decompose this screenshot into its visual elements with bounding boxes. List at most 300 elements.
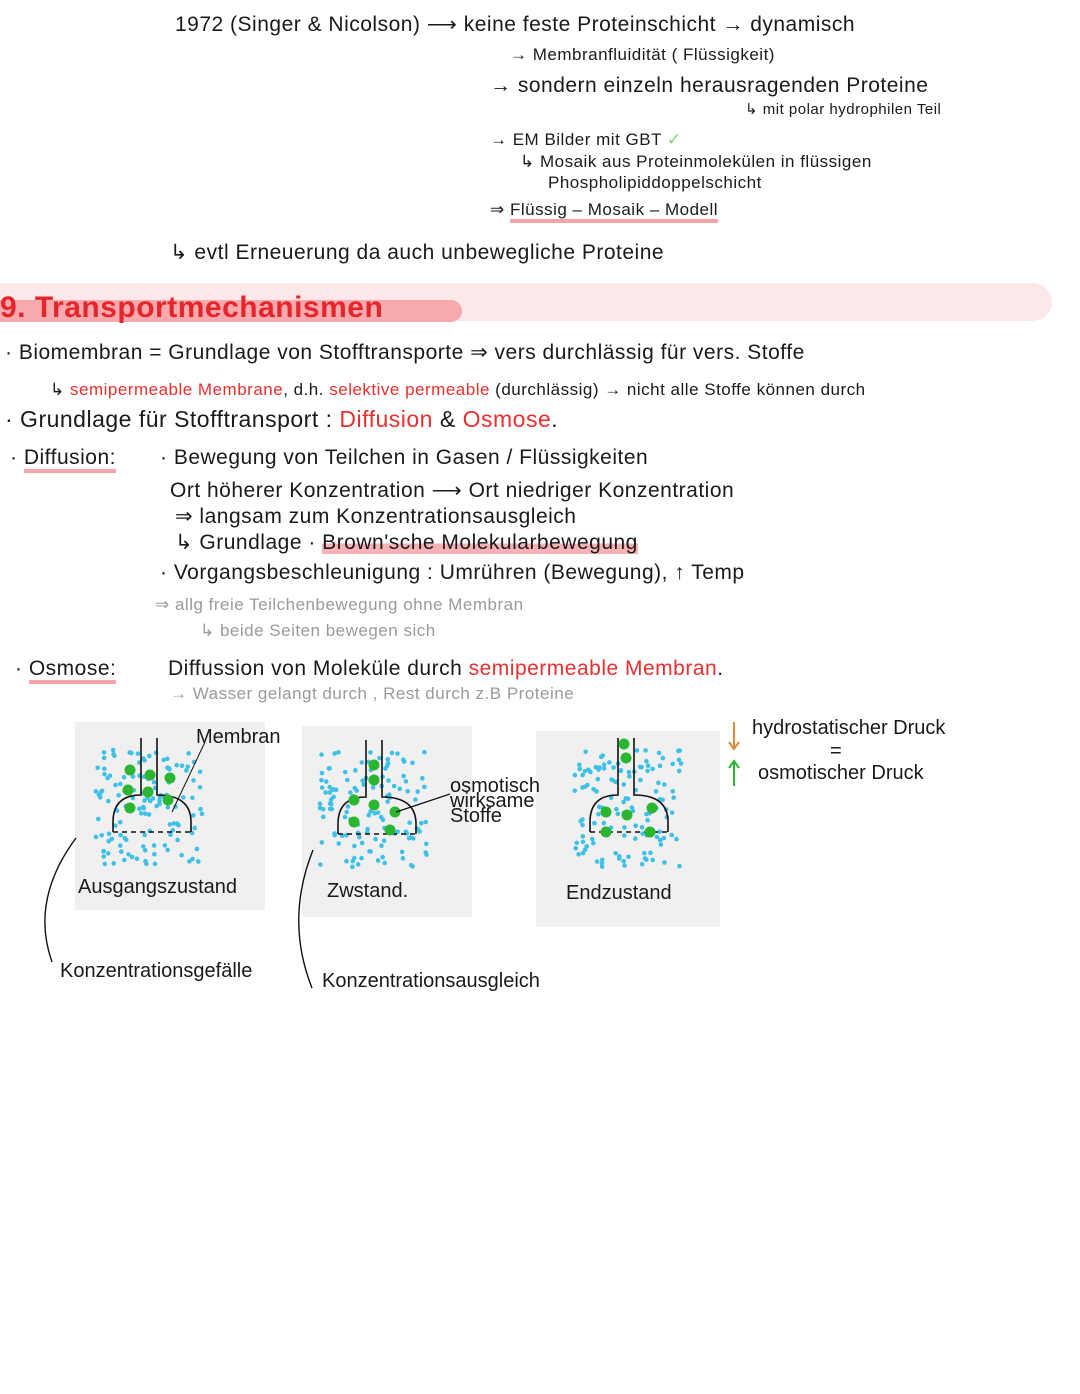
water-molecule	[332, 787, 337, 792]
water-molecule	[126, 852, 131, 857]
water-molecule	[660, 798, 665, 803]
water-molecule	[332, 831, 337, 836]
water-molecule	[141, 805, 146, 810]
water-molecule	[397, 786, 402, 791]
water-molecule	[196, 859, 201, 864]
text: &	[439, 406, 456, 432]
solute-molecule	[621, 753, 632, 764]
water-molecule	[409, 863, 414, 868]
water-molecule	[373, 837, 378, 842]
water-molecule	[423, 820, 428, 825]
water-molecule	[345, 778, 350, 783]
water-molecule	[332, 751, 337, 756]
water-molecule	[640, 862, 645, 867]
water-molecule	[195, 847, 200, 852]
osmotic-pressure: osmotischer Druck	[758, 762, 924, 784]
term-osmose: Osmose	[462, 406, 552, 432]
water-molecule	[96, 817, 101, 822]
solute-molecule	[165, 773, 176, 784]
solute-molecule	[163, 795, 174, 806]
renewal-line: ↳ evtl Erneuerung da auch unbewegliche Proteine	[170, 241, 665, 264]
water-molecule	[319, 752, 324, 757]
water-molecule	[386, 778, 391, 783]
water-molecule	[676, 749, 681, 754]
water-molecule	[642, 851, 647, 856]
water-molecule	[621, 782, 626, 787]
water-molecule	[595, 859, 600, 864]
bracket-curve	[45, 838, 76, 962]
text: ↳ Grundlage ·	[175, 531, 316, 554]
water-molecule	[588, 770, 593, 775]
water-molecule	[591, 787, 596, 792]
water-molecule	[643, 748, 648, 753]
water-molecule	[410, 761, 415, 766]
equals-sign: =	[830, 740, 842, 762]
water-molecule	[633, 823, 638, 828]
water-molecule	[573, 773, 578, 778]
water-molecule	[611, 765, 616, 770]
water-molecule	[147, 754, 152, 759]
water-molecule	[597, 805, 602, 810]
water-molecule	[405, 789, 410, 794]
water-molecule	[622, 863, 627, 868]
proteins-line: → sondern einzeln herausragenden Proteine	[490, 74, 929, 97]
arrow-down-icon	[729, 722, 739, 749]
water-molecule	[617, 856, 622, 861]
water-molecule	[179, 853, 184, 858]
state-label-start: Ausgangszustand	[78, 876, 238, 898]
solute-molecule	[390, 807, 401, 818]
water-molecule	[113, 783, 118, 788]
diffusion-label-text: Diffusion:	[24, 446, 116, 473]
water-molecule	[122, 775, 127, 780]
water-molecule	[198, 769, 203, 774]
water-molecule	[352, 844, 357, 849]
water-molecule	[200, 812, 205, 817]
water-molecule	[600, 753, 605, 758]
text: Diffussion von Moleküle durch	[168, 657, 463, 680]
osmose-label: · Osmose:	[15, 657, 116, 681]
water-molecule	[368, 849, 373, 854]
water-molecule	[136, 751, 141, 756]
water-molecule	[328, 801, 333, 806]
water-molecule	[376, 858, 381, 863]
water-molecule	[654, 789, 659, 794]
water-molecule	[368, 750, 373, 755]
text: .	[551, 406, 559, 432]
water-molecule	[581, 851, 586, 856]
water-molecule	[671, 795, 676, 800]
fluid-mosaic-model: Flüssig – Mosaik – Modell	[510, 200, 718, 223]
equalization-label: Konzentrationsausgleich	[322, 970, 540, 992]
water-molecule	[385, 763, 390, 768]
water-molecule	[645, 769, 650, 774]
water-molecule	[602, 766, 607, 771]
text: , d.h.	[283, 380, 324, 399]
solute-molecule	[369, 775, 380, 786]
water-molecule	[360, 760, 365, 765]
water-molecule	[106, 799, 111, 804]
water-molecule	[611, 778, 616, 783]
membran-label: Membran	[196, 726, 281, 748]
water-molecule	[172, 821, 177, 826]
water-molecule	[413, 797, 418, 802]
water-molecule	[622, 833, 627, 838]
water-molecule	[661, 756, 666, 761]
water-molecule	[111, 752, 116, 757]
water-molecule	[404, 779, 409, 784]
water-molecule	[633, 836, 638, 841]
both-sides-line: ↳ beide Seiten bewegen sich	[200, 621, 436, 640]
water-molecule	[102, 772, 107, 777]
water-molecule	[161, 758, 166, 763]
water-molecule	[644, 857, 649, 862]
state-label-end: Endzustand	[566, 882, 672, 904]
water-molecule	[572, 788, 577, 793]
water-molecule	[352, 856, 357, 861]
solute-molecule	[601, 807, 612, 818]
water-molecule	[168, 832, 173, 837]
water-molecule	[143, 811, 148, 816]
water-molecule	[613, 851, 618, 856]
water-molecule	[163, 843, 168, 848]
membrane-fluidity-line: → Membranfluidität ( Flüssigkeit)	[510, 45, 775, 64]
water-molecule	[141, 756, 146, 761]
water-molecule	[144, 862, 149, 867]
water-molecule	[401, 856, 406, 861]
water-molecule	[395, 751, 400, 756]
water-molecule	[600, 864, 605, 869]
water-molecule	[677, 757, 682, 762]
gradient-label: Konzentrationsgefälle	[60, 960, 253, 982]
water-molecule	[344, 859, 349, 864]
water-molecule	[352, 786, 357, 791]
water-molecule	[583, 769, 588, 774]
water-molecule	[118, 833, 123, 838]
water-molecule	[107, 831, 112, 836]
water-molecule	[360, 778, 365, 783]
water-molecule	[101, 849, 106, 854]
water-molecule	[585, 783, 590, 788]
water-molecule	[655, 835, 660, 840]
water-molecule	[184, 768, 189, 773]
solute-molecule	[123, 785, 134, 796]
solute-molecule	[622, 810, 633, 821]
water-molecule	[669, 833, 674, 838]
water-molecule	[424, 852, 429, 857]
water-molecule	[198, 785, 203, 790]
water-molecule	[674, 837, 679, 842]
water-molecule	[137, 806, 142, 811]
water-molecule	[97, 792, 102, 797]
arrow-up-icon	[729, 761, 739, 786]
water-molecule	[622, 825, 627, 830]
water-molecule	[366, 813, 371, 818]
water-molecule	[103, 862, 108, 867]
equalization-line: ⇒ langsam zum Konzentrationsausgleich	[175, 505, 577, 528]
water-molecule	[318, 802, 323, 807]
water-molecule	[371, 785, 376, 790]
solute-molecule	[369, 800, 380, 811]
solute-molecule	[369, 760, 380, 771]
water-molecule	[677, 864, 682, 869]
state-label-mid: Zwstand.	[327, 880, 409, 902]
water-molecule	[596, 777, 601, 782]
bracket-curve	[299, 850, 313, 988]
water-molecule	[94, 835, 99, 840]
water-molecule	[118, 820, 123, 825]
water-molecule	[191, 813, 196, 818]
water-molecule	[324, 779, 329, 784]
water-molecule	[372, 811, 377, 816]
water-molecule	[677, 769, 682, 774]
water-molecule	[424, 842, 429, 847]
water-molecule	[400, 850, 405, 855]
water-molecule	[174, 763, 179, 768]
water-molecule	[385, 799, 390, 804]
water-molecule	[407, 836, 412, 841]
water-molecule	[190, 796, 195, 801]
water-molecule	[573, 846, 578, 851]
water-molecule	[402, 759, 407, 764]
water-molecule	[577, 767, 582, 772]
solute-molecule	[601, 827, 612, 838]
water-molecule	[377, 756, 382, 761]
water-molecule	[650, 858, 655, 863]
text: · Grundlage für Stofftransport :	[5, 406, 333, 432]
water-molecule	[379, 843, 384, 848]
water-molecule	[118, 843, 123, 848]
water-molecule	[644, 759, 649, 764]
water-molecule	[574, 841, 579, 846]
solute-molecule	[385, 825, 396, 836]
biomembrane-line: · Biomembran = Grundlage von Stofftransporte ⇒ vers durchlässig für vers. Stoffe	[5, 341, 805, 364]
check-icon: ✓	[666, 130, 682, 149]
water-molecule	[357, 835, 362, 840]
water-molecule	[392, 784, 397, 789]
water-molecule	[129, 751, 134, 756]
osmose-label-text: Osmose:	[29, 657, 117, 684]
water-molecule	[580, 785, 585, 790]
solute-molecule	[645, 827, 656, 838]
water-molecule	[644, 812, 649, 817]
water-molecule	[320, 840, 325, 845]
water-molecule	[597, 765, 602, 770]
water-molecule	[318, 862, 323, 867]
water-molecule	[320, 785, 325, 790]
solute-molecule	[125, 803, 136, 814]
water-molecule	[319, 778, 324, 783]
text: .	[717, 657, 724, 680]
water-molecule	[359, 856, 364, 861]
solutes-label: osmotisch wirksame Stoffe	[450, 775, 541, 827]
water-molecule	[152, 843, 157, 848]
water-molecule	[321, 815, 326, 820]
diffusion-def: · Bewegung von Teilchen in Gasen / Flüssigkeiten	[160, 446, 649, 469]
water-molecule	[344, 810, 349, 815]
water-molecule	[190, 857, 195, 862]
water-molecule	[648, 851, 653, 856]
water-molecule	[328, 807, 333, 812]
solute-molecule	[143, 787, 154, 798]
water-molecule	[323, 790, 328, 795]
solute-molecule	[125, 765, 136, 776]
water-molecule	[329, 797, 334, 802]
water-molecule	[645, 818, 650, 823]
solute-molecule	[619, 739, 630, 750]
water-molecule	[576, 852, 581, 857]
solutes-pointer	[396, 794, 450, 812]
water-molecule	[650, 767, 655, 772]
water-molecule	[191, 778, 196, 783]
water-molecule	[152, 780, 157, 785]
water-molecule	[152, 852, 157, 857]
free-movement-line: ⇒ allg freie Teilchenbewegung ohne Membran	[155, 595, 524, 614]
term-brownian: Brown'sche Molekularbewegung	[322, 531, 638, 554]
water-molecule	[583, 749, 588, 754]
water-molecule	[662, 860, 667, 865]
water-molecule	[607, 760, 612, 765]
water-molecule	[590, 837, 595, 842]
water-molecule	[141, 844, 146, 849]
water-molecule	[327, 766, 332, 771]
water-molecule	[657, 751, 662, 756]
water-molecule	[422, 785, 427, 790]
water-molecule	[422, 750, 427, 755]
osmometer-outline	[113, 738, 191, 832]
water-molecule	[640, 825, 645, 830]
water-molecule	[95, 765, 100, 770]
solute-molecule	[349, 817, 360, 828]
water-molecule	[618, 769, 623, 774]
solute-molecule	[349, 795, 360, 806]
text: (durchlässig) → nicht alle Stoffe können durch	[495, 380, 866, 399]
water-molecule	[343, 815, 348, 820]
water-molecule	[401, 774, 406, 779]
water-molecule	[135, 856, 140, 861]
water-molecule	[656, 781, 661, 786]
water-molecule	[420, 776, 425, 781]
solute-molecule	[647, 803, 658, 814]
water-molecule	[415, 789, 420, 794]
water-molecule	[153, 862, 158, 867]
water-molecule	[627, 770, 632, 775]
water-molecule	[122, 836, 127, 841]
water-molecule	[385, 757, 390, 762]
water-molecule	[580, 834, 585, 839]
water-molecule	[198, 807, 203, 812]
hydrophilic-line: ↳ mit polar hydrophilen Teil	[745, 101, 942, 118]
mosaic-line: ↳ Mosaik aus Proteinmolekülen in flüssigen	[520, 152, 872, 171]
water-molecule	[670, 810, 675, 815]
water-molecule	[320, 771, 325, 776]
water-molecule	[390, 751, 395, 756]
water-molecule	[119, 849, 124, 854]
water-molecule	[382, 861, 387, 866]
water-molecule	[111, 861, 116, 866]
water-molecule	[102, 750, 107, 755]
water-molecule	[626, 854, 631, 859]
water-molecule	[584, 844, 589, 849]
water-molecule	[627, 774, 632, 779]
water-molecule	[186, 751, 191, 756]
water-molecule	[670, 762, 675, 767]
concentration-line: Ort höherer Konzentration ⟶ Ort niedriger Konzentration	[170, 479, 735, 502]
water-molecule	[602, 821, 607, 826]
water-molecule	[670, 789, 675, 794]
water-molecule	[143, 848, 148, 853]
water-molecule	[118, 782, 123, 787]
water-molecule	[166, 805, 171, 810]
water-molecule	[382, 838, 387, 843]
water-molecule	[99, 833, 104, 838]
water-molecule	[356, 862, 361, 867]
water-molecule	[106, 851, 111, 856]
term-selective: selektive permeable	[329, 380, 490, 399]
water-molecule	[616, 812, 621, 817]
water-molecule	[181, 795, 186, 800]
water-molecule	[168, 822, 173, 827]
water-molecule	[101, 854, 106, 859]
water-molecule	[102, 756, 107, 761]
water-molecule	[360, 841, 365, 846]
water-molecule	[142, 833, 147, 838]
water-molecule	[577, 762, 582, 767]
water-molecule	[343, 770, 348, 775]
water-molecule	[411, 836, 416, 841]
water-molecule	[578, 819, 583, 824]
water-molecule	[353, 768, 358, 773]
water-molecule	[346, 804, 351, 809]
section-heading: 9. Transportmechanismen	[0, 291, 384, 324]
water-molecule	[621, 859, 626, 864]
water-molecule	[592, 821, 597, 826]
solute-molecule	[145, 770, 156, 781]
water-molecule	[148, 799, 153, 804]
water-molecule	[646, 763, 651, 768]
water-molecule	[630, 805, 635, 810]
water-molecule	[638, 778, 643, 783]
water-molecule	[659, 842, 664, 847]
diffusion-label: · Diffusion:	[10, 446, 116, 470]
water-molecule	[108, 773, 113, 778]
term-semipermeable-membran: semipermeable Membran	[468, 657, 718, 680]
term-diffusion: Diffusion	[339, 406, 433, 432]
water-molecule	[596, 812, 601, 817]
water-molecule	[106, 839, 111, 844]
water-molecule	[381, 818, 386, 823]
water-molecule	[591, 841, 596, 846]
water-molecule	[336, 841, 341, 846]
water-molecule	[102, 766, 107, 771]
water-molecule	[623, 796, 628, 801]
water-molecule	[157, 802, 162, 807]
hydrostatic-pressure: hydrostatischer Druck	[752, 717, 946, 739]
water-molecule	[348, 790, 353, 795]
water-molecule	[175, 838, 180, 843]
water-molecule	[321, 807, 326, 812]
water-molecule	[635, 748, 640, 753]
history-line: 1972 (Singer & Nicolson) ⟶ keine feste Proteinschicht → dynamisch	[175, 13, 856, 36]
implies-arrow: ⇒	[490, 200, 505, 219]
water-molecule	[638, 765, 643, 770]
water-molecule	[580, 823, 585, 828]
water-molecule	[122, 858, 127, 863]
water-molecule	[614, 807, 619, 812]
water-molecule	[581, 840, 586, 845]
sub-arrow: ↳	[50, 380, 65, 399]
water-molecule	[380, 855, 385, 860]
